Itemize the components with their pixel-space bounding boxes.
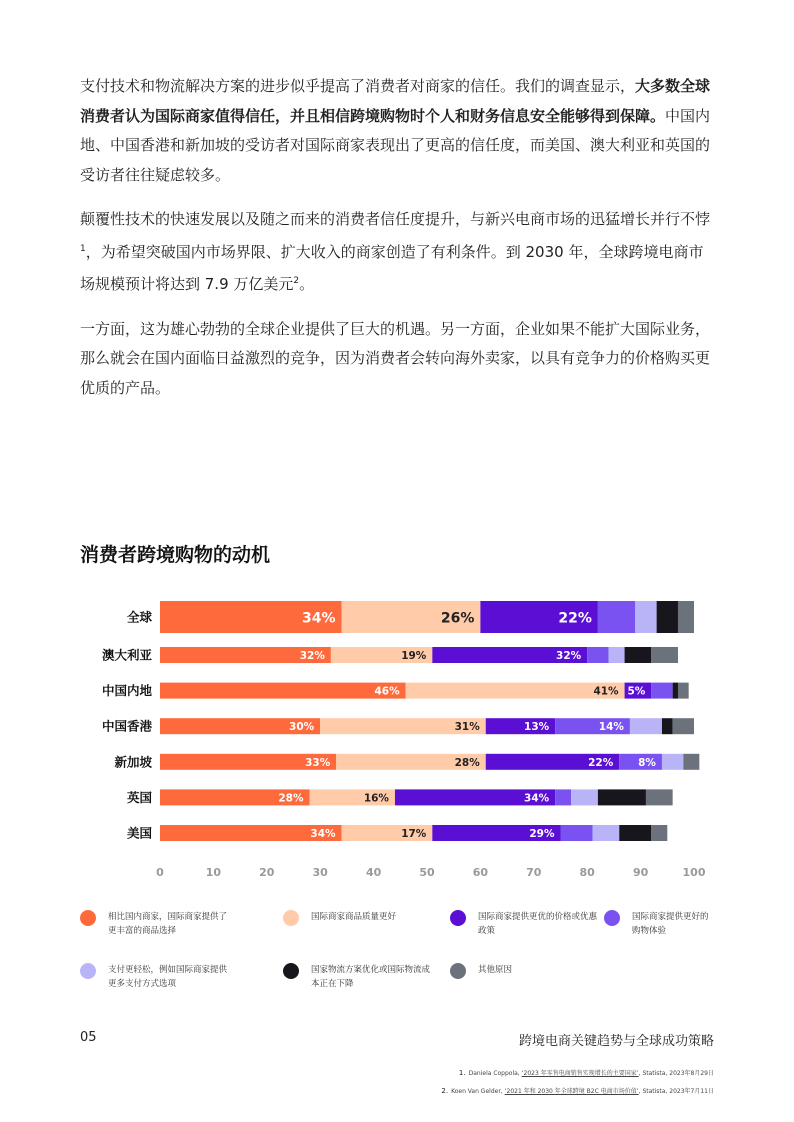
bar-segment	[555, 789, 571, 805]
bar-segment	[662, 754, 683, 770]
data-label: 34%	[524, 792, 550, 805]
footnote-2-number: 2.	[441, 1087, 449, 1095]
bar-segment	[406, 683, 625, 699]
legend-label: 国家物流方案优化或国际物流成本正在下降	[311, 965, 431, 989]
x-tick-label: 100	[682, 866, 706, 879]
legend-label: 国际商家提供更好的购物体验	[632, 912, 709, 936]
page-number: 05	[80, 1030, 97, 1045]
data-label: 34%	[302, 610, 336, 627]
paragraph-2	[80, 205, 716, 300]
bar-segment	[593, 825, 620, 841]
bar-segment	[646, 789, 673, 805]
category-label: 中国内地	[101, 683, 152, 699]
data-label: 8%	[638, 756, 656, 769]
bar-segment	[678, 683, 689, 699]
category-label: 澳大利亚	[101, 647, 152, 663]
bar-segment	[160, 683, 406, 699]
footnote-1-source: , Statista, 2023年8月29日	[638, 1070, 714, 1077]
footnote-2-author: Koen Van Gelder,	[451, 1088, 505, 1095]
data-label: 28%	[278, 792, 304, 805]
legend-item	[283, 963, 433, 991]
footnote-2	[441, 1086, 714, 1095]
x-tick-label: 10	[205, 866, 222, 879]
paragraph-3: 一方面，这为雄心勃勃的全球企业提供了巨大的机遇。另一方面，企业如果不能扩大国际业务，那么就会在国内面临日益激烈的竞争，因为消费者会转向海外卖家，以具有竞争力的价格购买更优质的产品。	[80, 319, 711, 397]
bar-segment	[673, 718, 694, 734]
bar-segment	[625, 647, 652, 663]
data-label: 46%	[374, 685, 400, 698]
bar-segment	[635, 601, 656, 633]
bar-segment	[678, 601, 694, 633]
category-label: 新加坡	[114, 754, 152, 770]
legend-swatch	[450, 910, 466, 926]
legend-label: 支付更轻松，例如国际商家提供更多支付方式选项	[108, 965, 228, 989]
legend-item	[283, 910, 433, 926]
legend-label: 其他原因	[478, 965, 513, 975]
x-tick-label: 20	[259, 866, 275, 879]
x-tick-label: 30	[312, 866, 328, 879]
legend-swatch	[604, 910, 620, 926]
x-tick-label: 0	[156, 866, 164, 879]
bar-segment	[619, 825, 651, 841]
data-label: 33%	[305, 756, 331, 769]
footnote-1	[459, 1068, 714, 1077]
legend-swatch	[283, 910, 299, 926]
data-label: 32%	[299, 650, 325, 662]
paragraph-1-intro: 支付技术和物流解决方案的进步似乎提高了消费者对商家的信任。我们的调查显示，	[80, 77, 636, 95]
bar-segment	[651, 825, 667, 841]
data-label: 19%	[401, 650, 427, 662]
data-label: 14%	[598, 721, 624, 734]
x-tick-label: 70	[526, 866, 542, 879]
footnote-1-link[interactable]: ‘2023 年零售电商销售实现增长的主要国家’	[521, 1070, 639, 1077]
data-label: 13%	[524, 721, 550, 734]
body-text	[80, 72, 716, 418]
bar-segment	[598, 601, 635, 633]
bar-segment	[561, 825, 593, 841]
paragraph-1	[80, 72, 716, 190]
footnote-2-source: , Statista, 2023年7月11日	[638, 1088, 714, 1095]
paragraph-1-emphasis: 大多数全球消费者认为国际商家值得信任，并且相信跨境购物时个人和财务信息安全能够得到保障。	[80, 77, 711, 125]
legend-swatch	[80, 963, 96, 979]
data-label: 28%	[454, 756, 480, 769]
data-label: 16%	[363, 792, 389, 805]
category-label: 全球	[126, 609, 152, 625]
footnote-2-link[interactable]: ‘2021 年和 2030 年全球跨境 B2C 电商市场价值’	[504, 1088, 639, 1095]
data-label: 34%	[310, 828, 336, 840]
x-tick-label: 80	[579, 866, 595, 879]
legend-item	[80, 963, 230, 991]
bar-segment	[587, 647, 608, 663]
legend-swatch	[283, 963, 299, 979]
category-label: 中国香港	[101, 718, 152, 734]
paragraph-2-intro: 颠覆性技术的快速发展以及随之而来的消费者信任度提升，与新兴电商市场的迅猛增长并行不悖	[80, 210, 711, 228]
x-tick-label: 50	[419, 866, 435, 879]
category-label: 英国	[126, 789, 152, 805]
x-tick-label: 60	[472, 866, 489, 879]
paragraph-2-end: 。	[299, 275, 315, 293]
legend-swatch	[80, 910, 96, 926]
data-label: 22%	[558, 610, 592, 627]
paragraph-2-middle: ，为希望突破国内市场界限、扩大收入的商家创造了有利条件。到 2030 年，全球跨境电商市场规模预计将达到 7.9 万亿美元	[80, 242, 704, 293]
bar-segment	[609, 647, 625, 663]
x-tick-label: 90	[632, 866, 649, 879]
footnote-1-number: 1.	[458, 1069, 466, 1077]
data-label: 5%	[627, 685, 646, 698]
legend-label: 国际商家提供更优的价格或优惠政策	[478, 912, 598, 936]
data-label: 29%	[529, 828, 555, 840]
bar-segment	[598, 789, 646, 805]
footnote-ref-1[interactable]: 1	[80, 243, 86, 254]
legend-label: 相比国内商家，国际商家提供了更丰富的商品选择	[108, 912, 228, 936]
bar-segment	[673, 683, 678, 699]
data-label: 31%	[454, 721, 480, 734]
legend-item	[80, 910, 230, 938]
bar-segment	[651, 647, 678, 663]
legend-item	[604, 910, 714, 938]
legend-item	[450, 910, 600, 938]
legend-item	[450, 963, 600, 979]
footnote-1-author: Daniela Coppola,	[468, 1070, 522, 1077]
bar-segment	[657, 601, 678, 633]
footnote-ref-2[interactable]: 2	[293, 276, 300, 286]
data-label: 30%	[289, 721, 315, 734]
data-label: 22%	[588, 756, 614, 769]
data-label: 41%	[593, 685, 619, 698]
data-label: 17%	[401, 828, 427, 840]
bar-segment	[662, 718, 673, 734]
chart-title: 消费者跨境购物的动机	[80, 544, 271, 566]
bar-segment	[651, 683, 672, 699]
legend-label: 国际商家商品质量更好	[311, 912, 397, 922]
document-title: 跨境电商关键趋势与全球成功策略	[518, 1034, 714, 1049]
x-tick-label: 40	[365, 866, 382, 879]
stacked-bar-chart	[0, 590, 794, 890]
bar-segment	[683, 754, 699, 770]
category-label: 美国	[126, 825, 152, 841]
paragraph-1-rest: 中国内地、中国香港和新加坡的受访者对国际商家表现出了更高的信任度，而美国、澳大利亚和英国的受访者往往疑虑较多。	[80, 106, 711, 184]
bar-segment	[630, 718, 662, 734]
data-label: 32%	[556, 650, 582, 662]
bar-segment	[571, 789, 598, 805]
data-label: 26%	[440, 610, 475, 627]
legend-swatch	[450, 963, 466, 979]
